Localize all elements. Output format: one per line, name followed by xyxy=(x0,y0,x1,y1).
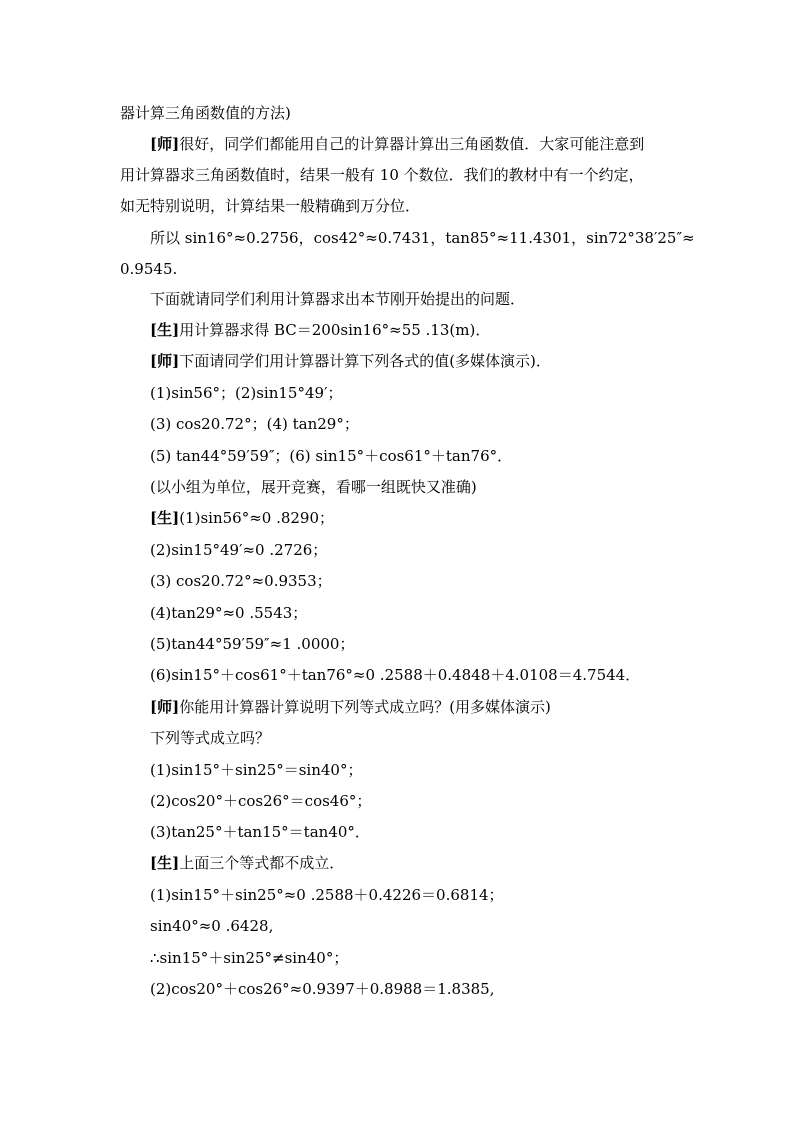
text-line: (6)sin15°＋cos61°＋tan76°≈0 .2588＋0.4848＋4.0108＝4.7544． xyxy=(150,666,641,684)
text-line xyxy=(150,853,344,873)
text-line: (4)tan29°≈0 .5543； xyxy=(150,604,308,622)
text-line: 0.9545. xyxy=(120,260,178,278)
text-line xyxy=(150,697,551,717)
line-text: (1)sin56°≈0 .8290； xyxy=(179,509,335,527)
text-line: (3) cos20.72°；(4) tan29°； xyxy=(150,415,359,433)
text-line: sin40°≈0 .6428, xyxy=(150,917,274,935)
text-line xyxy=(150,351,551,371)
text-line: ∴sin15°＋sin25°≠sin40°； xyxy=(150,949,349,967)
speaker-label: [师] xyxy=(150,135,180,153)
text-line: 用计算器求三角函数值时，结果一般有 10 个数位．我们的教材中有一个约定， xyxy=(120,166,644,184)
text-line: 下列等式成立吗？ xyxy=(150,729,271,747)
text-line: (以小组为单位，展开竞赛，看哪一组既快又准确) xyxy=(150,478,477,496)
text-line: (2)sin15°49′≈0 .2726； xyxy=(150,541,328,559)
text-line: (1)sin15°＋sin25°≈0 .2588＋0.4226＝0.6814； xyxy=(150,886,504,904)
text-line: (5)tan44°59′59″≈1 .0000； xyxy=(150,635,355,653)
speaker-label: [生] xyxy=(150,854,180,872)
line-text: 上面三个等式都不成立． xyxy=(179,854,345,872)
text-line: (2)cos20°＋cos26°≈0.9397＋0.8988＝1.8385, xyxy=(150,980,495,998)
speaker-label: [生] xyxy=(150,509,180,527)
text-line: 如无特别说明，计算结果一般精确到万分位． xyxy=(120,197,421,215)
text-line: 所以 sin16°≈0.2756，cos42°≈0.7431，tan85°≈11.4301，sin72°38′25″≈ xyxy=(150,229,695,247)
text-line: (1)sin15°＋sin25°＝sin40°； xyxy=(150,761,363,779)
text-line: (3) cos20.72°≈0.9353； xyxy=(150,572,332,590)
text-line: (2)cos20°＋cos26°＝cos46°； xyxy=(150,792,372,810)
line-text: 用计算器求得 BC＝200sin16°≈55 .13(m)． xyxy=(179,321,491,339)
speaker-label: [师] xyxy=(150,352,180,370)
line-text: 下面请同学们用计算器计算下列各式的值(多媒体演示)． xyxy=(179,352,551,370)
line-text: 很好，同学们都能用自己的计算器计算出三角函数值．大家可能注意到 xyxy=(179,135,645,153)
text-line: (3)tan25°＋tan15°＝tan40°． xyxy=(150,823,370,841)
speaker-label: [师] xyxy=(150,698,180,716)
text-line: (5) tan44°59′59″；(6) sin15°＋cos61°＋tan76°． xyxy=(150,447,513,465)
text-line xyxy=(150,134,644,154)
text-line xyxy=(150,320,490,340)
text-line: 器计算三角函数值的方法) xyxy=(120,104,291,122)
line-text: 你能用计算器计算说明下列等式成立吗？(用多媒体演示) xyxy=(179,698,551,716)
speaker-label: [生] xyxy=(150,321,180,339)
text-line: 下面就请同学们利用计算器求出本节刚开始提出的问题． xyxy=(150,290,526,308)
text-line xyxy=(150,508,334,528)
text-line: (1)sin56°；(2)sin15°49′； xyxy=(150,384,343,402)
